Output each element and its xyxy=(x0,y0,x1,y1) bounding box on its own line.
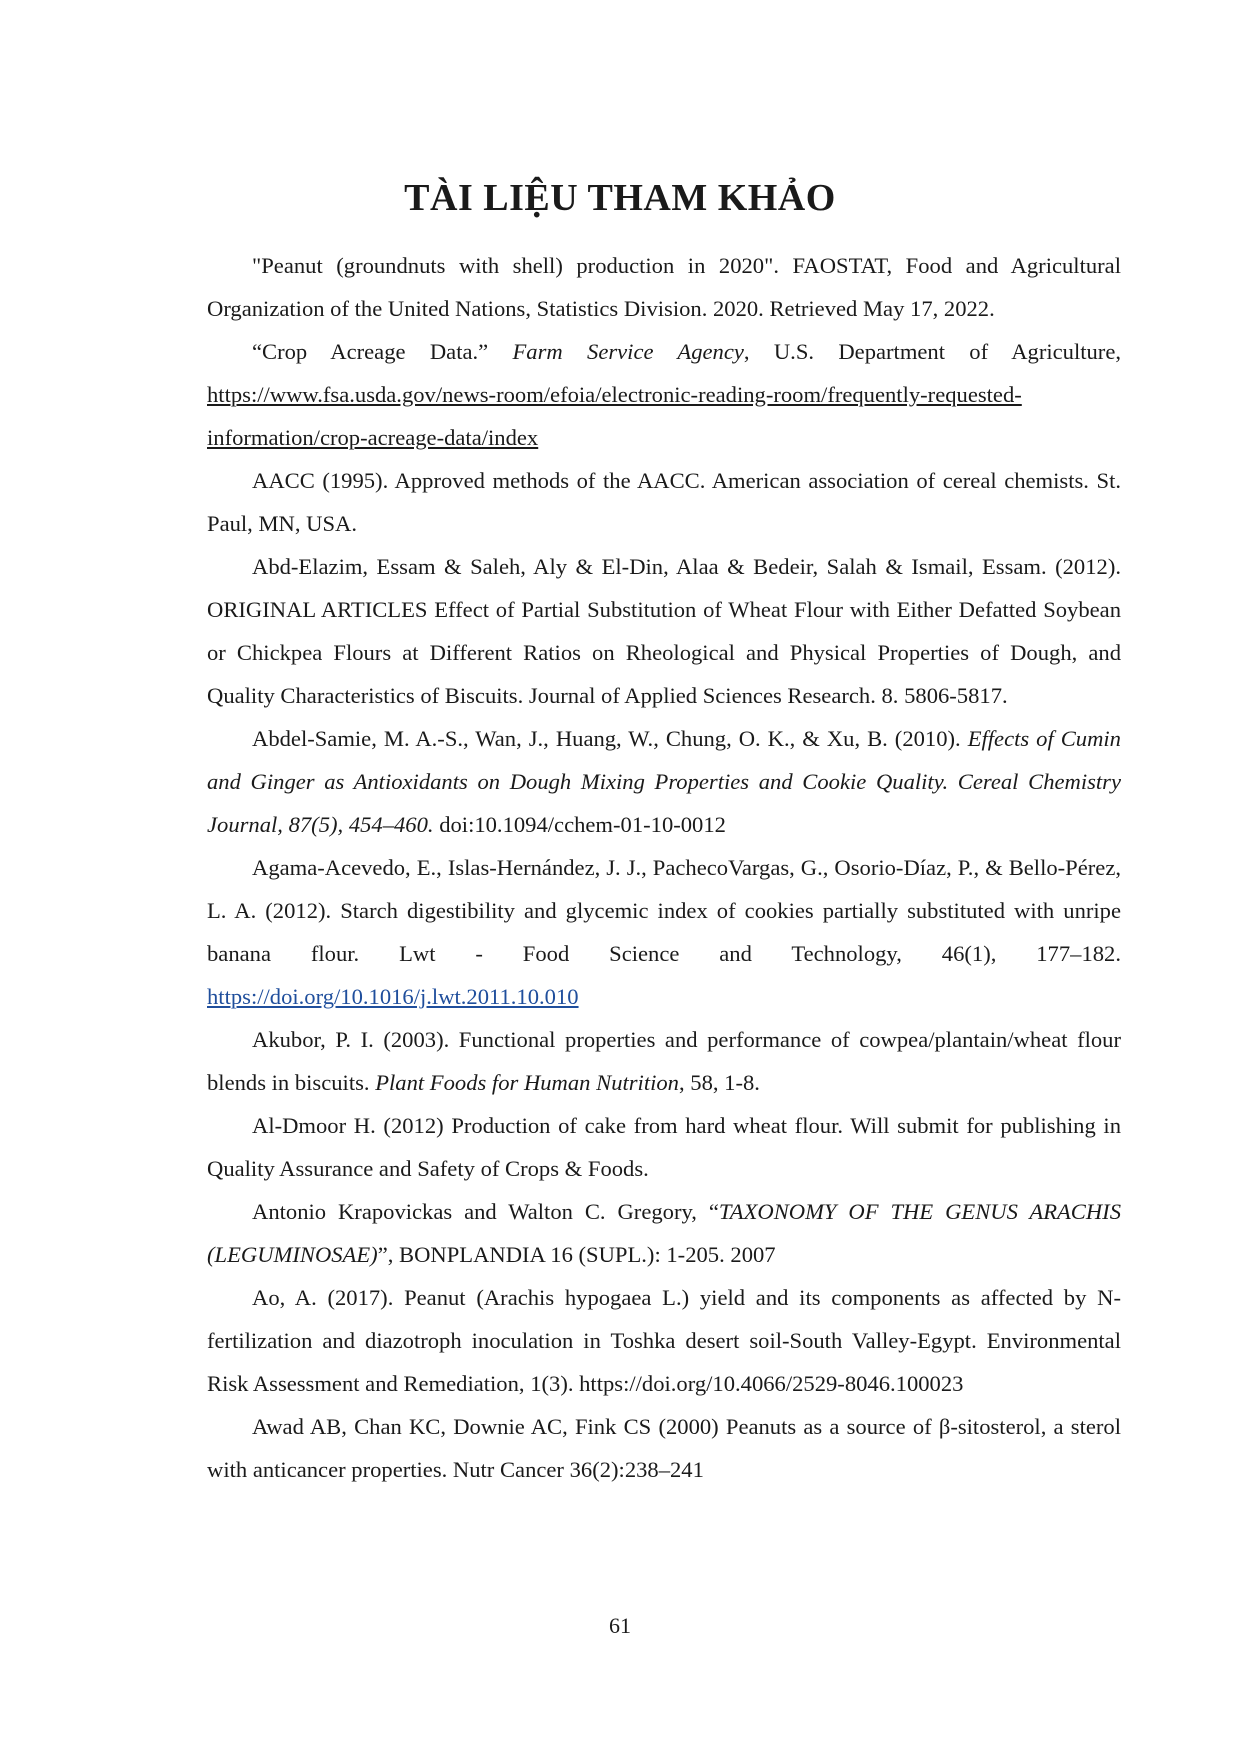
reference-text: , U.S. Department of Agriculture, xyxy=(743,339,1121,364)
reference-item xyxy=(207,1276,1121,1405)
reference-italic: Plant Foods for Human Nutrition xyxy=(375,1070,679,1095)
reference-item xyxy=(207,846,1121,1018)
reference-item xyxy=(207,244,1121,330)
reference-link[interactable]: https://doi.org/10.1016/j.lwt.2011.10.010 xyxy=(207,984,579,1009)
reference-item xyxy=(207,1405,1121,1491)
reference-text: Agama-Acevedo, E., Islas-Hernández, J. J., PachecoVargas, G., Osorio-Díaz, P., & Bello-Pérez, L. A. (2012). Starch digestibility and glycemic index of cookies partially substituted with unripe banana flour. Lwt - Food Science and Technology, 46(1), 177–182. xyxy=(207,855,1121,966)
reference-text: Abd-Elazim, Essam & Saleh, Aly & El-Din, Alaa & Bedeir, Salah & Ismail, Essam. (2012). ORIGINAL ARTICLES Effect of Partial Substitution of Wheat Flour with Either Defatted Soybean or Chickpea Flours at Different Ratios on Rheological and Physical Properties of Dough, and Quality Characteristics of Biscuits. Journal of Applied Sciences Research. 8. 5806-5817. xyxy=(207,554,1121,708)
reference-item xyxy=(207,459,1121,545)
reference-text: AACC (1995). Approved methods of the AACC. American association of cereal chemists. St. Paul, MN, USA. xyxy=(207,468,1121,536)
reference-text: doi:10.1094/cchem-01-10-0012 xyxy=(433,812,726,837)
reference-italic: Farm Service Agency xyxy=(512,339,744,364)
reference-item xyxy=(207,1018,1121,1104)
reference-item xyxy=(207,1190,1121,1276)
page-number: 61 xyxy=(609,1613,631,1638)
reference-text: "Peanut (groundnuts with shell) production in 2020". FAOSTAT, Food and Agricultural Organization of the United Nations, Statistics Division. 2020. Retrieved May 17, 2022. xyxy=(207,253,1121,321)
reference-item xyxy=(207,545,1121,717)
reference-text: Antonio Krapovickas and Walton C. Gregory, “ xyxy=(252,1199,719,1224)
reference-text: Ao, A. (2017). Peanut (Arachis hypogaea L.) yield and its components as affected by N-fertilization and diazotroph inoculation in Toshka desert soil-South Valley-Egypt. Environmental Risk Assessment and Remediation, 1(3). https://doi.org/10.4066/2529-8046.100023 xyxy=(207,1285,1121,1396)
reference-italic: TAXONOMY OF THE GENUS ARACHIS (LEGUMINOSAE) xyxy=(207,1199,1122,1267)
reference-text: “Crop Acreage Data.” xyxy=(252,339,513,364)
page-title: TÀI LIỆU THAM KHẢO xyxy=(404,177,836,219)
reference-list xyxy=(207,244,1121,1491)
reference-text: Abdel-Samie, M. A.-S., Wan, J., Huang, W., Chung, O. K., & Xu, B. (2010). xyxy=(252,726,968,751)
reference-text: ”, BONPLANDIA 16 (SUPL.): 1-205. 2007 xyxy=(377,1242,776,1267)
reference-text: , 58, 1-8. xyxy=(678,1070,760,1095)
reference-text: Awad AB, Chan KC, Downie AC, Fink CS (2000) Peanuts as a source of β-sitosterol, a sterol with anticancer properties. Nutr Cancer 36(2):238–241 xyxy=(207,1414,1121,1482)
reference-item xyxy=(207,717,1121,846)
reference-link[interactable]: https://www.fsa.usda.gov/news-room/efoia/electronic-reading-room/frequently-requested-information/crop-acreage-data/index xyxy=(207,382,1022,450)
reference-text: Akubor, P. I. (2003). Functional properties and performance of cowpea/plantain/wheat flour blends in biscuits. xyxy=(207,1027,1121,1095)
reference-item xyxy=(207,330,1121,459)
reference-text: Al-Dmoor H. (2012) Production of cake from hard wheat flour. Will submit for publishing in Quality Assurance and Safety of Crops & Foods. xyxy=(207,1113,1121,1181)
reference-item xyxy=(207,1104,1121,1190)
reference-italic: Effects of Cumin and Ginger as Antioxidants on Dough Mixing Properties and Cookie Quality. Cereal Chemistry Journal, 87(5), 454–460. xyxy=(207,726,1121,837)
